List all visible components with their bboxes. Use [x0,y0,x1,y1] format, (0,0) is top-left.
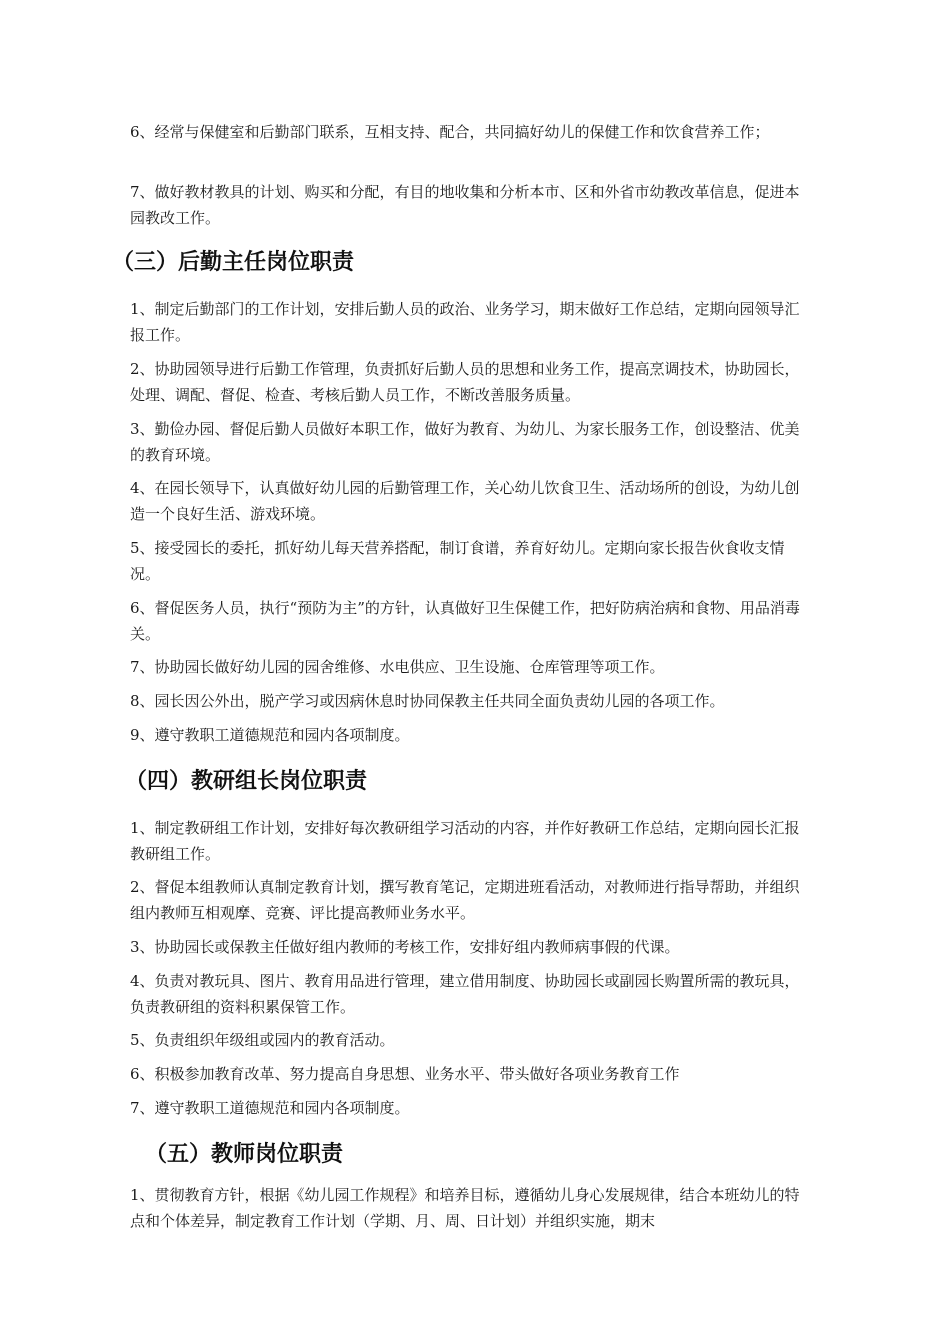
research-item-2: 2、督促本组教师认真制定教育计划，撰写教育笔记，定期进班看活动，对教师进行指导帮助，并组织组内教师互相观摩、竞赛、评比提高教师业务水平。 [130,878,800,922]
logistics-item-6: 6、督促医务人员，执行“预防为主”的方针，认真做好卫生保健工作，把好防病治病和食物、用品消毒关。 [130,599,800,643]
logistics-item-1: 1、制定后勤部门的工作计划，安排后勤人员的政治、业务学习，期末做好工作总结，定期向园领导汇报工作。 [130,300,800,344]
logistics-item-5: 5、接受园长的委托，抓好幼儿每天营养搭配，制订食谱，养育好幼儿。定期向家长报告伙食收支情况。 [130,539,785,583]
research-item-4: 4、负责对教玩具、图片、教育用品进行管理，建立借用制度、协助园长或副园长购置所需的教玩具，负责教研组的资料积累保管工作。 [130,972,800,1016]
intro-item-6: 6、经常与保健室和后勤部门联系，互相支持、配合，共同搞好幼儿的保健工作和饮食营养工作； [130,123,770,141]
logistics-item-9: 9、遵守教职工道德规范和园内各项制度。 [130,726,410,744]
research-item-7: 7、遵守教职工道德规范和园内各项制度。 [130,1099,410,1117]
section-title-teacher: （五）教师岗位职责 [145,1142,344,1167]
intro-item-7: 7、做好教材教具的计划、购买和分配，有目的地收集和分析本市、区和外省市幼教改革信息，促进本园教改工作。 [130,183,800,227]
research-item-5: 5、负责组织年级组或园内的教育活动。 [130,1031,395,1049]
logistics-item-7: 7、协助园长做好幼儿园的园舍维修、水电供应、卫生设施、仓库管理等项工作。 [130,658,665,676]
logistics-item-4: 4、在园长领导下，认真做好幼儿园的后勤管理工作，关心幼儿饮食卫生、活动场所的创设，为幼儿创造一个良好生活、游戏环境。 [130,479,800,523]
teacher-item-1: 1、贯彻教育方针，根据《幼儿园工作规程》和培养目标，遵循幼儿身心发展规律，结合本班幼儿的特点和个体差异，制定教育工作计划（学期、月、周、日计划）并组织实施，期末 [130,1186,800,1230]
research-item-3: 3、协助园长或保教主任做好组内教师的考核工作，安排好组内教师病事假的代课。 [130,938,680,956]
section-title-research-group-leader: （四）教研组长岗位职责 [125,769,368,794]
section-title-logistics-director: （三）后勤主任岗位职责 [112,250,355,275]
logistics-item-3: 3、勤俭办园、督促后勤人员做好本职工作，做好为教育、为幼儿、为家长服务工作，创设整洁、优美的教育环境。 [130,420,800,464]
logistics-item-8: 8、园长因公外出，脱产学习或因病休息时协同保教主任共同全面负责幼儿园的各项工作。 [130,692,725,710]
research-item-1: 1、制定教研组工作计划，安排好每次教研组学习活动的内容，并作好教研工作总结，定期向园长汇报教研组工作。 [130,819,800,863]
research-item-6: 6、积极参加教育改革、努力提高自身思想、业务水平、带头做好各项业务教育工作 [130,1065,680,1083]
logistics-item-2: 2、协助园领导进行后勤工作管理，负责抓好后勤人员的思想和业务工作，提高烹调技术，协助园长，处理、调配、督促、检查、考核后勤人员工作，不断改善服务质量。 [130,360,800,404]
